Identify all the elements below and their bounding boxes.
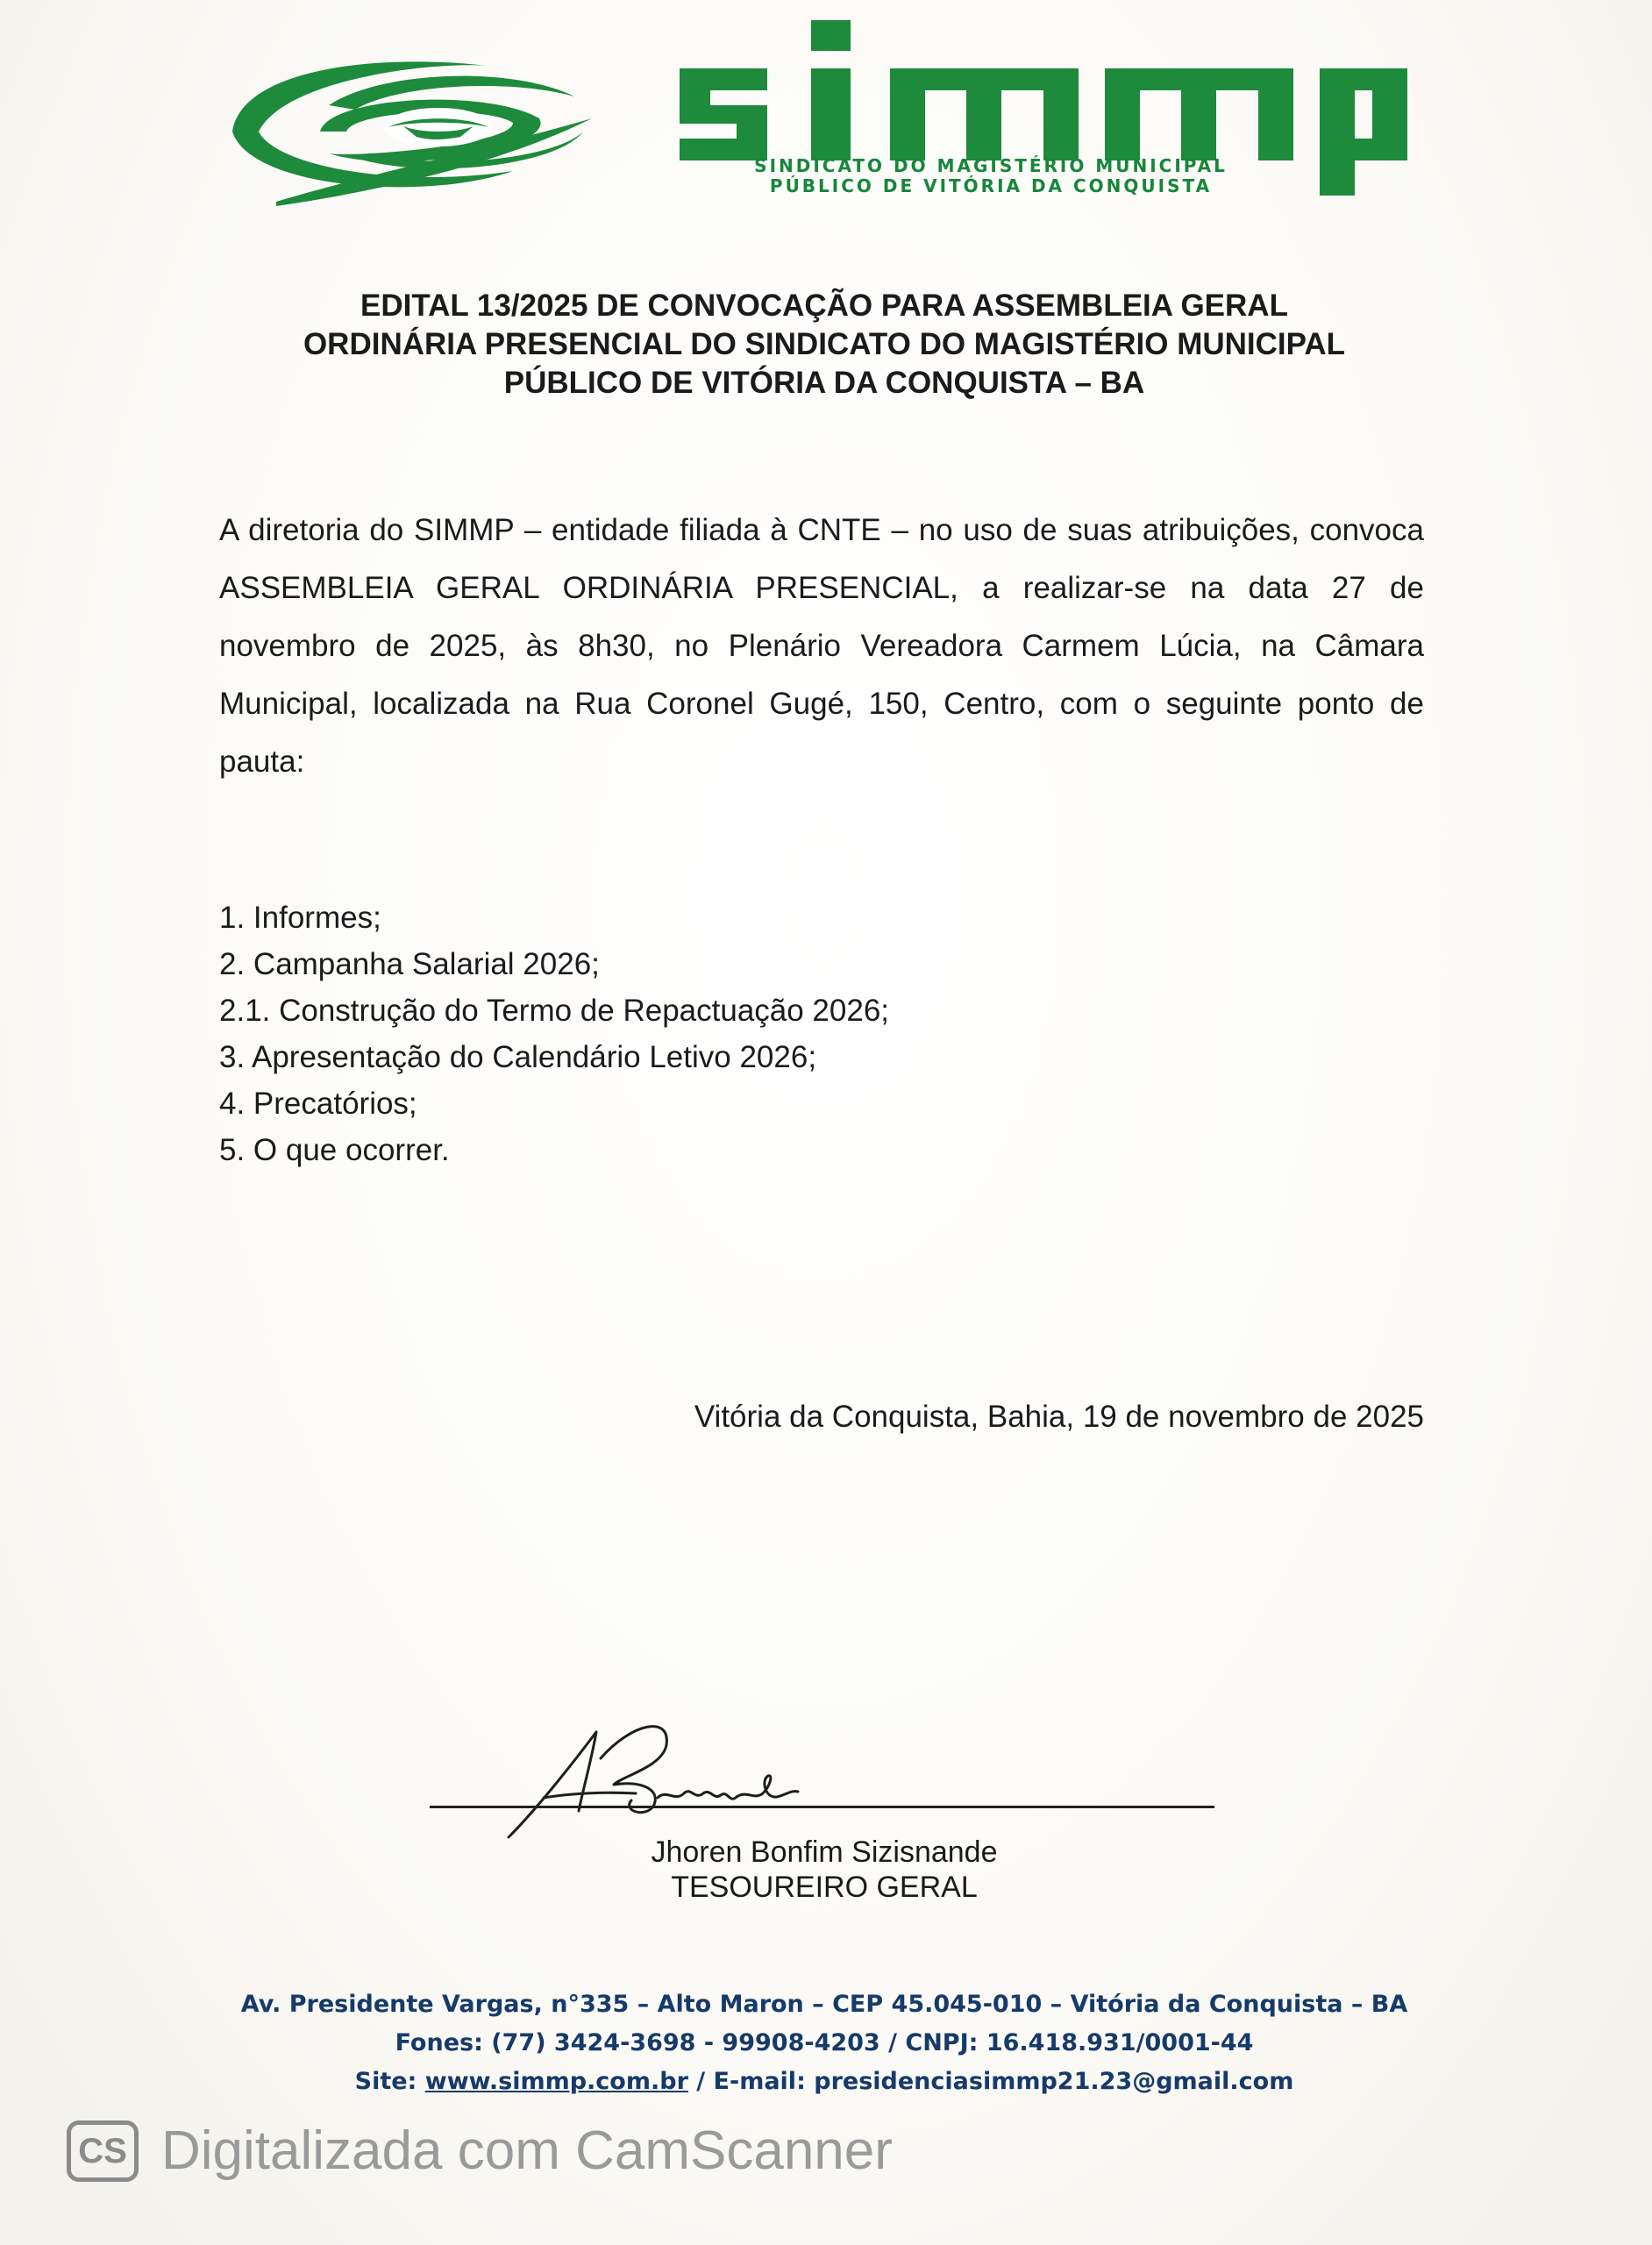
agenda-item: 2. Campanha Salarial 2026;	[219, 947, 600, 981]
footer-site-label: Site:	[354, 2068, 425, 2095]
footer-web-email	[175, 2063, 1473, 2101]
camscanner-watermark: Digitalizada com CamScanner	[161, 2120, 893, 2181]
title-line-2: ORDINÁRIA PRESENCIAL DO SINDICATO DO MAGISTÉRIO MUNICIPAL	[303, 327, 1346, 361]
signature-line	[430, 1806, 1214, 1808]
camscanner-logo-icon: CS	[67, 2120, 139, 2182]
simmp-logo-emblem	[224, 35, 592, 210]
logo-subtitle-line-2: PÚBLICO DE VITÓRIA DA CONQUISTA	[769, 175, 1213, 196]
title-line-1: EDITAL 13/2025 DE CONVOCAÇÃO PARA ASSEMBLEIA GERAL	[360, 289, 1288, 323]
footer-email-label: / E-mail:	[687, 2068, 815, 2095]
agenda-item: 4. Precatórios;	[219, 1087, 417, 1121]
footer-email: presidenciasimmp21.23@gmail.com	[814, 2068, 1294, 2095]
logo-subtitle-line-1: SINDICATO DO MAGISTÉRIO MUNICIPAL	[754, 155, 1228, 176]
agenda-item: 1. Informes;	[219, 901, 381, 935]
document-title	[175, 287, 1473, 403]
signer-name: Jhoren Bonfim Sizisnande	[651, 1835, 998, 1869]
title-line-3: PÚBLICO DE VITÓRIA DA CONQUISTA – BA	[503, 366, 1145, 400]
agenda-item: 2.1. Construção do Termo de Repactuação 2026;	[219, 994, 890, 1028]
footer-address: Av. Presidente Vargas, n°335 – Alto Maron – CEP 45.045-010 – Vitória da Conquista – BA	[240, 1991, 1408, 2018]
footer-phones: Fones: (77) 3424-3698 - 99908-4203 / CNPJ: 16.418.931/0001-44	[395, 2029, 1254, 2056]
logo-subtitle	[675, 156, 1307, 196]
website-link[interactable]: www.simmp.com.br	[424, 2068, 688, 2095]
convocation-paragraph: A diretoria do SIMMP – entidade filiada à CNTE – no uso de suas atribuições, convoca ASSEMBLEIA GERAL ORDINÁRIA PRESENCIAL, a realizar-se na data 27 de novembro de 2025, às 8h30, no Plenário Vereadora Carmem Lúcia, na Câmara Municipal, localizada na Rua Coronel Gugé, 150, Centro, com o seguinte ponto de pauta:	[219, 513, 1424, 779]
agenda-item: 5. O que ocorrer.	[219, 1133, 450, 1167]
signer-role: TESOUREIRO GERAL	[671, 1871, 978, 1904]
place-and-date: Vitória da Conquista, Bahia, 19 de novembro de 2025	[694, 1400, 1424, 1434]
agenda-item: 3. Apresentação do Calendário Letivo 2026;	[219, 1040, 817, 1074]
agenda-list	[219, 894, 1271, 1173]
footer-contact	[175, 1985, 1473, 2101]
handwritten-signature	[491, 1706, 859, 1846]
